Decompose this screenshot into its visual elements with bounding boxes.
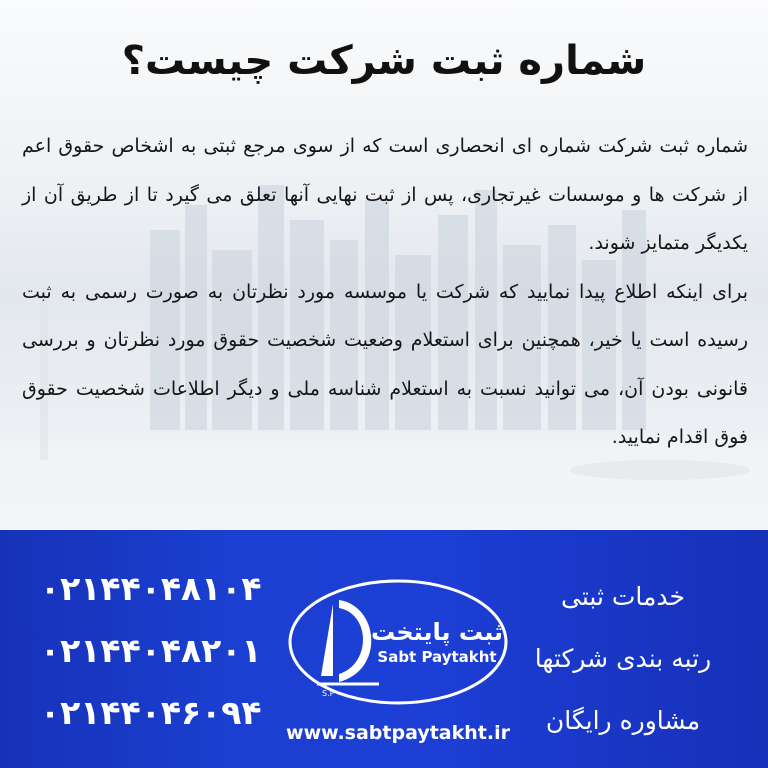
phone-list bbox=[40, 558, 260, 744]
services-list bbox=[508, 566, 738, 752]
sabt-paytakht-logo bbox=[287, 578, 509, 706]
phone-number[interactable]: ۰۲۱۴۴۰۴۶۰۹۴ bbox=[40, 693, 262, 732]
page-title: شماره ثبت شرکت چیست؟ bbox=[121, 38, 647, 84]
paragraph-inquiry: برای اینکه اطلاع پیدا نمایید که شرکت یا موسسه مورد نظرتان به صورت رسمی به ثبت رسیده است یا خیر، همچنین برای استعلام وضعیت شخصیت حقوق مورد نظرتان و بررسی قانونی بودن آن، می توانید نسبت به استعلام شناسه ملی و دیگر اطلاعات شخصیت حقوق فوق اقدام نمایید. bbox=[22, 280, 748, 448]
service-item: رتبه بندی شرکتها bbox=[534, 644, 712, 673]
logo-persian-name: ثبت پایتخت bbox=[370, 618, 504, 646]
article-body bbox=[22, 122, 748, 462]
phone-number[interactable]: ۰۲۱۴۴۰۴۸۱۰۴ bbox=[40, 569, 262, 608]
logo-latin-name: Sabt Paytakht bbox=[377, 648, 497, 666]
website-link[interactable]: www.sabtpaytakht.ir bbox=[286, 722, 510, 744]
logo-initials: S.P bbox=[322, 689, 335, 698]
service-item: مشاوره رایگان bbox=[545, 706, 701, 735]
contact-banner bbox=[0, 530, 768, 768]
service-item: خدمات ثبتی bbox=[561, 582, 685, 611]
phone-number[interactable]: ۰۲۱۴۴۰۴۸۲۰۱ bbox=[40, 631, 262, 670]
paragraph-definition: شماره ثبت شرکت شماره ای انحصاری است که از سوی مرجع ثبتی به اشخاص حقوق اعم از شرکت ها و موسسات غیرتجاری، پس از ثبت نهایی آنها تعلق می گیرد تا از طریق آن از یکدیگر متمایز شوند. bbox=[22, 135, 748, 254]
